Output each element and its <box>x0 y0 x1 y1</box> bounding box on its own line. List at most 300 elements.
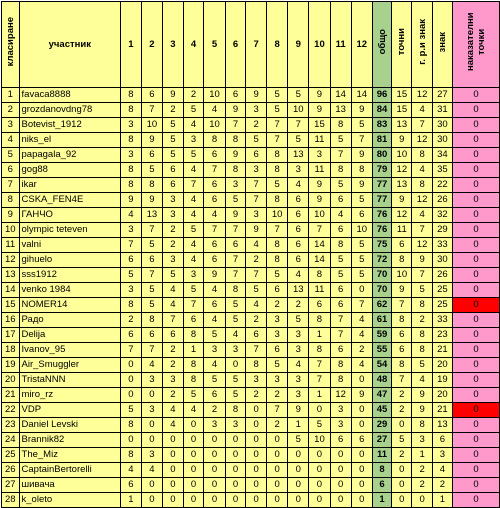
table-row <box>2 478 500 493</box>
round-score-cell: 8 <box>330 118 351 133</box>
rank-cell: 13 <box>2 268 20 283</box>
round-score-cell: 6 <box>330 433 351 448</box>
participant-name-cell: VDP <box>19 403 121 418</box>
round-score-cell: 0 <box>309 463 330 478</box>
header-round-11: 11 <box>330 2 351 88</box>
rank-cell: 21 <box>2 388 20 403</box>
round-score-cell: 0 <box>246 418 267 433</box>
total-cell: 77 <box>372 193 391 208</box>
round-score-cell: 9 <box>225 148 246 163</box>
participant-name-cell: CaptainBertorelli <box>19 463 121 478</box>
header-round-1: 1 <box>121 2 142 88</box>
table-row <box>2 358 500 373</box>
round-score-cell: 0 <box>351 478 372 493</box>
g-r-sign-cell: 12 <box>412 238 432 253</box>
participant-name-cell: Daniel Levski <box>19 418 121 433</box>
round-score-cell: 10 <box>288 103 309 118</box>
total-cell: 81 <box>372 133 391 148</box>
round-score-cell: 4 <box>288 178 309 193</box>
round-score-cell: 9 <box>309 178 330 193</box>
round-score-cell: 3 <box>121 223 142 238</box>
round-score-cell: 8 <box>225 283 246 298</box>
round-score-cell: 5 <box>309 418 330 433</box>
round-score-cell: 8 <box>141 313 162 328</box>
round-score-cell: 8 <box>121 178 142 193</box>
sign-cell: 2 <box>432 478 452 493</box>
penalty-cell: 0 <box>452 268 499 283</box>
round-score-cell: 2 <box>162 343 183 358</box>
round-score-cell: 5 <box>225 193 246 208</box>
sign-cell: 33 <box>432 313 452 328</box>
round-score-cell: 5 <box>288 133 309 148</box>
round-score-cell: 8 <box>141 178 162 193</box>
table-body <box>2 88 500 508</box>
round-score-cell: 7 <box>121 343 142 358</box>
round-score-cell: 6 <box>288 238 309 253</box>
table-row <box>2 448 500 463</box>
penalty-cell: 0 <box>452 418 499 433</box>
round-score-cell: 0 <box>246 493 267 508</box>
round-score-cell: 9 <box>309 103 330 118</box>
sign-cell: 33 <box>432 238 452 253</box>
header-round-9: 9 <box>288 2 309 88</box>
round-score-cell: 5 <box>141 163 162 178</box>
round-score-cell: 0 <box>183 418 204 433</box>
g-r-sign-cell: 0 <box>412 493 432 508</box>
round-score-cell: 6 <box>267 343 288 358</box>
penalty-cell: 0 <box>452 283 499 298</box>
round-score-cell: 8 <box>330 163 351 178</box>
round-score-cell: 1 <box>288 418 309 433</box>
points-cell: 10 <box>392 268 412 283</box>
round-score-cell: 14 <box>309 238 330 253</box>
table-header <box>2 2 500 88</box>
round-score-cell: 13 <box>288 283 309 298</box>
round-score-cell: 3 <box>246 373 267 388</box>
round-score-cell: 0 <box>121 388 142 403</box>
rank-cell: 22 <box>2 403 20 418</box>
standings-table <box>1 1 500 508</box>
points-cell: 2 <box>392 403 412 418</box>
penalty-cell: 0 <box>452 373 499 388</box>
round-score-cell: 0 <box>309 403 330 418</box>
round-score-cell: 4 <box>204 103 225 118</box>
round-score-cell: 5 <box>351 118 372 133</box>
rank-cell: 15 <box>2 298 20 313</box>
round-score-cell: 5 <box>330 253 351 268</box>
table-row <box>2 88 500 103</box>
round-score-cell: 4 <box>183 253 204 268</box>
round-score-cell: 3 <box>225 418 246 433</box>
participant-name-cell: Радо <box>19 313 121 328</box>
round-score-cell: 9 <box>204 268 225 283</box>
round-score-cell: 10 <box>204 88 225 103</box>
round-score-cell: 3 <box>141 373 162 388</box>
round-score-cell: 14 <box>330 88 351 103</box>
total-cell: 70 <box>372 268 391 283</box>
round-score-cell: 3 <box>246 103 267 118</box>
participant-name-cell: Ivanov_95 <box>19 343 121 358</box>
round-score-cell: 4 <box>162 283 183 298</box>
round-score-cell: 4 <box>204 208 225 223</box>
round-score-cell: 10 <box>309 208 330 223</box>
round-score-cell: 0 <box>351 373 372 388</box>
round-score-cell: 7 <box>183 178 204 193</box>
round-score-cell: 10 <box>309 433 330 448</box>
penalty-cell: 0 <box>452 103 499 118</box>
participant-name-cell: venko 1984 <box>19 283 121 298</box>
rank-cell: 20 <box>2 373 20 388</box>
round-score-cell: 5 <box>267 268 288 283</box>
table-row <box>2 193 500 208</box>
round-score-cell: 0 <box>204 478 225 493</box>
penalty-cell: 0 <box>452 178 499 193</box>
table-row <box>2 403 500 418</box>
round-score-cell: 0 <box>246 463 267 478</box>
points-cell: 12 <box>392 208 412 223</box>
round-score-cell: 8 <box>183 328 204 343</box>
points-cell: 15 <box>392 103 412 118</box>
header-round-6: 6 <box>225 2 246 88</box>
points-cell: 12 <box>392 163 412 178</box>
total-cell: 29 <box>372 418 391 433</box>
round-score-cell: 8 <box>225 133 246 148</box>
round-score-cell: 3 <box>330 418 351 433</box>
round-score-cell: 0 <box>246 478 267 493</box>
round-score-cell: 13 <box>288 148 309 163</box>
participant-name-cell: grozdanovdng78 <box>19 103 121 118</box>
round-score-cell: 0 <box>351 283 372 298</box>
penalty-cell: 0 <box>452 253 499 268</box>
round-score-cell: 0 <box>267 493 288 508</box>
round-score-cell: 2 <box>267 388 288 403</box>
round-score-cell: 0 <box>267 463 288 478</box>
round-score-cell: 0 <box>288 478 309 493</box>
round-score-cell: 0 <box>162 433 183 448</box>
round-score-cell: 5 <box>225 298 246 313</box>
round-score-cell: 6 <box>225 238 246 253</box>
participant-name-cell: Brannik82 <box>19 433 121 448</box>
round-score-cell: 11 <box>309 163 330 178</box>
header-round-7: 7 <box>246 2 267 88</box>
g-r-sign-cell: 5 <box>412 358 432 373</box>
round-score-cell: 3 <box>204 418 225 433</box>
penalty-cell: 0 <box>452 163 499 178</box>
round-score-cell: 5 <box>141 298 162 313</box>
penalty-cell: 0 <box>452 343 499 358</box>
round-score-cell: 3 <box>162 193 183 208</box>
round-score-cell: 8 <box>351 163 372 178</box>
round-score-cell: 9 <box>309 88 330 103</box>
round-score-cell: 7 <box>246 178 267 193</box>
round-score-cell: 3 <box>183 268 204 283</box>
table-row <box>2 223 500 238</box>
penalty-cell: 0 <box>452 433 499 448</box>
header-name: участник <box>19 2 121 88</box>
header-penalty: наказателни точки <box>452 2 499 88</box>
table-row <box>2 148 500 163</box>
penalty-cell: 0 <box>452 448 499 463</box>
round-score-cell: 5 <box>183 388 204 403</box>
g-r-sign-cell: 9 <box>412 253 432 268</box>
header-round-12: 12 <box>351 2 372 88</box>
sign-cell: 34 <box>432 148 452 163</box>
rank-cell: 17 <box>2 328 20 343</box>
round-score-cell: 0 <box>162 478 183 493</box>
round-score-cell: 7 <box>204 163 225 178</box>
round-score-cell: 5 <box>183 148 204 163</box>
round-score-cell: 7 <box>288 118 309 133</box>
table-row <box>2 103 500 118</box>
sign-cell: 20 <box>432 358 452 373</box>
round-score-cell: 7 <box>141 103 162 118</box>
penalty-cell: 0 <box>452 208 499 223</box>
round-score-cell: 6 <box>330 298 351 313</box>
participant-name-cell: niks_el <box>19 133 121 148</box>
round-score-cell: 15 <box>309 118 330 133</box>
round-score-cell: 5 <box>225 388 246 403</box>
round-score-cell: 0 <box>288 493 309 508</box>
round-score-cell: 7 <box>141 268 162 283</box>
g-r-sign-cell: 12 <box>412 133 432 148</box>
round-score-cell: 0 <box>246 403 267 418</box>
round-score-cell: 0 <box>162 448 183 463</box>
round-score-cell: 10 <box>204 118 225 133</box>
round-score-cell: 6 <box>121 478 142 493</box>
points-cell: 8 <box>392 313 412 328</box>
round-score-cell: 3 <box>246 163 267 178</box>
participant-name-cell: papagala_92 <box>19 148 121 163</box>
header-round-3: 3 <box>162 2 183 88</box>
round-score-cell: 0 <box>183 493 204 508</box>
round-score-cell: 8 <box>225 163 246 178</box>
total-cell: 11 <box>372 448 391 463</box>
penalty-cell: 0 <box>452 88 499 103</box>
round-score-cell: 6 <box>330 283 351 298</box>
table-row <box>2 238 500 253</box>
round-score-cell: 10 <box>141 118 162 133</box>
sign-cell: 30 <box>432 118 452 133</box>
round-score-cell: 3 <box>225 343 246 358</box>
round-score-cell: 6 <box>288 223 309 238</box>
round-score-cell: 7 <box>330 328 351 343</box>
header-rank: класиране <box>2 2 20 88</box>
round-score-cell: 3 <box>288 388 309 403</box>
table-row <box>2 178 500 193</box>
round-score-cell: 1 <box>309 388 330 403</box>
table-row <box>2 433 500 448</box>
round-score-cell: 1 <box>309 328 330 343</box>
round-score-cell: 6 <box>225 88 246 103</box>
header-points: точни <box>392 2 412 88</box>
g-r-sign-cell: 5 <box>412 283 432 298</box>
round-score-cell: 0 <box>121 433 142 448</box>
total-cell: 62 <box>372 298 391 313</box>
points-cell: 8 <box>392 253 412 268</box>
penalty-cell: 0 <box>452 223 499 238</box>
round-score-cell: 2 <box>162 103 183 118</box>
sign-cell: 19 <box>432 373 452 388</box>
round-score-cell: 5 <box>351 238 372 253</box>
round-score-cell: 0 <box>330 493 351 508</box>
round-score-cell: 8 <box>121 448 142 463</box>
round-score-cell: 0 <box>288 463 309 478</box>
round-score-cell: 3 <box>246 208 267 223</box>
g-r-sign-cell: 8 <box>412 148 432 163</box>
table-row <box>2 208 500 223</box>
total-cell: 27 <box>372 433 391 448</box>
header-g-r-sign: г. р.и знак <box>412 2 432 88</box>
g-r-sign-cell: 8 <box>412 328 432 343</box>
round-score-cell: 5 <box>121 403 142 418</box>
total-cell: 8 <box>372 463 391 478</box>
round-score-cell: 6 <box>204 253 225 268</box>
round-score-cell: 5 <box>162 118 183 133</box>
round-score-cell: 0 <box>351 493 372 508</box>
round-score-cell: 11 <box>309 133 330 148</box>
round-score-cell: 3 <box>309 148 330 163</box>
round-score-cell: 7 <box>204 223 225 238</box>
sign-cell: 6 <box>432 433 452 448</box>
points-cell: 0 <box>392 463 412 478</box>
sign-cell: 3 <box>432 448 452 463</box>
sign-cell: 26 <box>432 268 452 283</box>
penalty-cell: 0 <box>452 478 499 493</box>
round-score-cell: 7 <box>351 133 372 148</box>
round-score-cell: 3 <box>288 163 309 178</box>
sign-cell: 31 <box>432 103 452 118</box>
points-cell: 10 <box>392 148 412 163</box>
round-score-cell: 5 <box>204 373 225 388</box>
round-score-cell: 0 <box>351 448 372 463</box>
table-row <box>2 268 500 283</box>
rank-cell: 23 <box>2 418 20 433</box>
points-cell: 13 <box>392 118 412 133</box>
rank-cell: 19 <box>2 358 20 373</box>
round-score-cell: 3 <box>162 373 183 388</box>
round-score-cell: 0 <box>121 358 142 373</box>
table-row <box>2 493 500 508</box>
round-score-cell: 7 <box>183 298 204 313</box>
round-score-cell: 2 <box>183 88 204 103</box>
rank-cell: 7 <box>2 178 20 193</box>
points-cell: 2 <box>392 388 412 403</box>
penalty-cell: 0 <box>452 133 499 148</box>
round-score-cell: 14 <box>309 253 330 268</box>
sign-cell: 35 <box>432 163 452 178</box>
round-score-cell: 0 <box>309 448 330 463</box>
round-score-cell: 4 <box>183 193 204 208</box>
round-score-cell: 4 <box>183 163 204 178</box>
round-score-cell: 6 <box>162 328 183 343</box>
round-score-cell: 2 <box>267 298 288 313</box>
round-score-cell: 5 <box>121 268 142 283</box>
round-score-cell: 4 <box>246 298 267 313</box>
round-score-cell: 3 <box>267 313 288 328</box>
round-score-cell: 3 <box>225 178 246 193</box>
points-cell: 6 <box>392 343 412 358</box>
g-r-sign-cell: 4 <box>412 208 432 223</box>
rank-cell: 18 <box>2 343 20 358</box>
round-score-cell: 0 <box>162 463 183 478</box>
round-score-cell: 8 <box>204 133 225 148</box>
round-score-cell: 0 <box>183 478 204 493</box>
round-score-cell: 8 <box>183 358 204 373</box>
round-score-cell: 6 <box>183 313 204 328</box>
total-cell: 80 <box>372 148 391 163</box>
rank-cell: 27 <box>2 478 20 493</box>
round-score-cell: 1 <box>121 493 142 508</box>
round-score-cell: 2 <box>267 418 288 433</box>
round-score-cell: 3 <box>162 253 183 268</box>
standings-sheet <box>1 1 500 508</box>
round-score-cell: 0 <box>204 448 225 463</box>
round-score-cell: 2 <box>162 358 183 373</box>
round-score-cell: 3 <box>288 328 309 343</box>
round-score-cell: 0 <box>351 418 372 433</box>
points-cell: 0 <box>392 493 412 508</box>
round-score-cell: 5 <box>351 253 372 268</box>
round-score-cell: 4 <box>162 403 183 418</box>
round-score-cell: 3 <box>141 448 162 463</box>
rank-cell: 26 <box>2 463 20 478</box>
round-score-cell: 2 <box>246 313 267 328</box>
participant-name-cell: CSKA_FEN4E <box>19 193 121 208</box>
round-score-cell: 8 <box>225 403 246 418</box>
total-cell: 1 <box>372 493 391 508</box>
table-row <box>2 343 500 358</box>
rank-cell: 1 <box>2 88 20 103</box>
round-score-cell: 0 <box>225 493 246 508</box>
total-cell: 70 <box>372 283 391 298</box>
round-score-cell: 7 <box>246 193 267 208</box>
penalty-cell: 0 <box>452 193 499 208</box>
g-r-sign-cell: 2 <box>412 478 432 493</box>
round-score-cell: 6 <box>141 253 162 268</box>
round-score-cell: 0 <box>309 493 330 508</box>
sign-cell: 27 <box>432 88 452 103</box>
round-score-cell: 6 <box>204 148 225 163</box>
header-round-2: 2 <box>141 2 162 88</box>
g-r-sign-cell: 9 <box>412 403 432 418</box>
round-score-cell: 4 <box>121 463 142 478</box>
g-r-sign-cell: 8 <box>412 418 432 433</box>
round-score-cell: 9 <box>162 88 183 103</box>
g-r-sign-cell: 4 <box>412 103 432 118</box>
points-cell: 0 <box>392 418 412 433</box>
penalty-cell: 0 <box>452 388 499 403</box>
round-score-cell: 5 <box>183 223 204 238</box>
rank-cell: 2 <box>2 103 20 118</box>
round-score-cell: 2 <box>288 298 309 313</box>
sign-cell: 23 <box>432 328 452 343</box>
round-score-cell: 4 <box>351 328 372 343</box>
round-score-cell: 4 <box>141 463 162 478</box>
round-score-cell: 7 <box>309 223 330 238</box>
round-score-cell: 9 <box>351 103 372 118</box>
round-score-cell: 8 <box>267 238 288 253</box>
round-score-cell: 9 <box>225 103 246 118</box>
points-cell: 6 <box>392 328 412 343</box>
round-score-cell: 5 <box>330 268 351 283</box>
round-score-cell: 7 <box>246 343 267 358</box>
round-score-cell: 8 <box>121 103 142 118</box>
total-cell: 84 <box>372 103 391 118</box>
g-r-sign-cell: 8 <box>412 343 432 358</box>
round-score-cell: 5 <box>141 283 162 298</box>
round-score-cell: 7 <box>267 223 288 238</box>
participant-name-cell: sss1912 <box>19 268 121 283</box>
